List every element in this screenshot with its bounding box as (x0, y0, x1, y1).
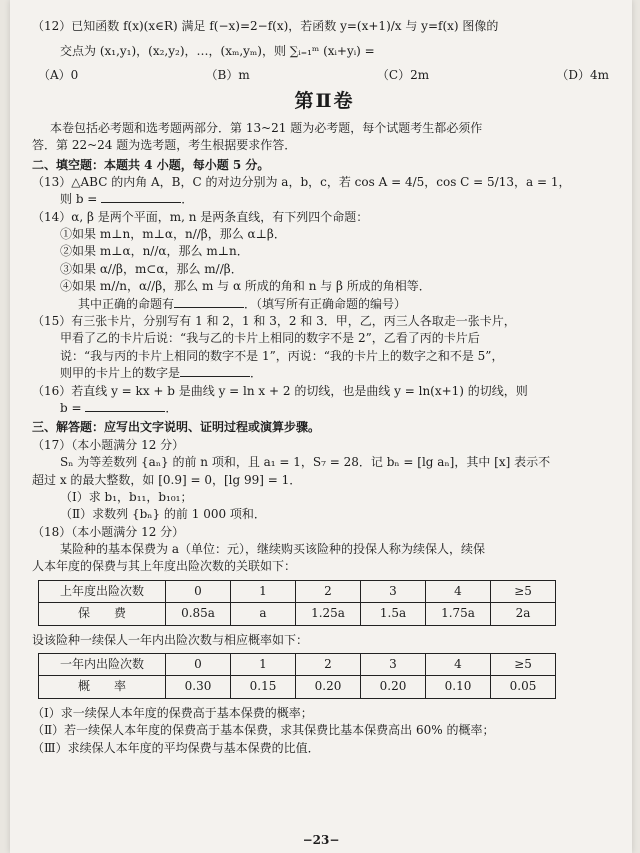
q18-line1: 某险种的基本保费为 a（单位：元），继续购买该险种的投保人称为续保人，续保 (60, 542, 485, 557)
q14-item-1: ①如果 m⊥n，m⊥α，n//β，那么 α⊥β． (60, 227, 286, 242)
q17-sub1: （Ⅰ）求 b₁，b₁₁，b₁₀₁； (60, 489, 193, 504)
probability-table-value: 0.20 (296, 676, 361, 698)
premium-table-value: 0.85a (166, 603, 231, 625)
q18-sub3: （Ⅲ）求续保人本年度的平均保费与基本保费的比值． (32, 740, 320, 755)
exam-page (10, 0, 632, 853)
q14-answer-suffix: ．（填写所有正确命题的编号） (244, 296, 407, 311)
probability-table-count: 0 (166, 654, 231, 676)
q12-option-b: （B）m (205, 67, 250, 82)
premium-table-count: 0 (166, 580, 231, 602)
part2-title: 第Ⅱ卷 (294, 90, 355, 113)
premium-table-count: ≥5 (491, 580, 556, 602)
q18-header: （18）（本小题满分 12 分） (32, 524, 185, 539)
q12-options (32, 67, 617, 84)
q13-line1: （13）△ABC 的内角 A，B，C 的对边分别为 a，b，c，若 cos A = 4/5，cos C = 5/13，a = 1， (32, 174, 571, 189)
probability-table-count: 2 (296, 654, 361, 676)
probability-table-count: 3 (361, 654, 426, 676)
premium-table-row-premiums (39, 603, 556, 625)
q18-sub1: （Ⅰ）求一续保人本年度的保费高于基本保费的概率； (32, 705, 313, 720)
premium-table-header-premiums: 保 费 (39, 603, 166, 625)
q18-line3: 设该险种一续保人一年内出险次数与相应概率如下： (32, 632, 309, 647)
premium-table-header-counts: 上年度出险次数 (39, 580, 166, 602)
probability-table-value: 0.05 (491, 676, 556, 698)
q15-line2: 甲看了乙的卡片后说：“我与乙的卡片上相同的数字不是 2”，乙看了丙的卡片后 (60, 331, 480, 346)
probability-table-count: 4 (426, 654, 491, 676)
premium-table-row-counts (39, 580, 556, 602)
q16-answer-blank (85, 411, 165, 412)
q14-item-4: ④如果 m//n，α//β，那么 m 与 α 所成的角和 n 与 β 所成的角相等． (60, 279, 431, 294)
premium-table (38, 580, 556, 626)
probability-table-value: 0.30 (166, 676, 231, 698)
q16-line2-text: b = (60, 400, 82, 415)
q17-sub2: （Ⅱ）求数列 {bₙ} 的前 1 000 项和． (60, 507, 266, 522)
q14-item-3: ③如果 α//β，m⊂α，那么 m//β． (60, 261, 243, 276)
q12-option-c: （C）2m (376, 67, 430, 82)
q13-line2-text: 则 b = (60, 192, 98, 207)
page-number: −23− (302, 833, 340, 847)
section3-heading: 三、解答题：应写出文字说明、证明过程或演算步骤。 (32, 420, 321, 435)
probability-table-header-probs: 概 率 (39, 676, 166, 698)
q13-line2: 则 b = ． (60, 192, 194, 207)
probability-table-value: 0.10 (426, 676, 491, 698)
probability-table (38, 653, 556, 699)
q15-line4: 则甲的卡片上的数字是 ． (60, 366, 263, 381)
q17-line2: 超过 x 的最大整数，如 [0.9] = 0，[lg 99] = 1． (32, 472, 302, 487)
q14-answer-line (32, 296, 617, 313)
q16-line2: b = ． (60, 400, 178, 415)
q12-option-d: （D）4m (556, 67, 609, 82)
probability-table-count: ≥5 (491, 654, 556, 676)
q13-answer-blank (101, 202, 181, 203)
probability-table-header-counts: 一年内出险次数 (39, 654, 166, 676)
probability-table-count: 1 (231, 654, 296, 676)
q15-line3: 说：“我与丙的卡片上相同的数字不是 1”，丙说：“我的卡片上的数字之和不是 5”， (60, 348, 504, 363)
section2-heading: 二、填空题：本题共 4 小题，每小题 5 分。 (32, 157, 270, 172)
q14-answer-blank (174, 307, 244, 308)
q14-item-2: ②如果 m⊥α，n//α，那么 m⊥n． (60, 244, 249, 259)
probability-table-value: 0.20 (361, 676, 426, 698)
probability-table-value: 0.15 (231, 676, 296, 698)
probability-table-row-probs (39, 676, 556, 698)
q18-line2: 人本年度的保费与其上年度出险次数的关联如下： (32, 559, 297, 574)
part2-intro-line1: 本卷包括必考题和选考题两部分．第 13~21 题为必考题，每个试题考生都必须作 (50, 120, 483, 135)
q14-line1: （14）α, β 是两个平面，m, n 是两条直线，有下列四个命题： (32, 209, 369, 224)
part2-intro-line2: 答．第 22~24 题为选考题，考生根据要求作答． (32, 138, 297, 153)
q15-line1: （15）有三张卡片，分别写有 1 和 2，1 和 3，2 和 3．甲，乙，丙三人各取走一张卡片， (32, 314, 516, 329)
premium-table-value: 1.25a (296, 603, 361, 625)
q15-answer-blank (180, 376, 250, 377)
q14-answer-prefix: 其中正确的命题有 (78, 296, 175, 311)
q17-header: （17）（本小题满分 12 分） (32, 437, 185, 452)
page-content (32, 18, 617, 757)
premium-table-count: 1 (231, 580, 296, 602)
q12-line1: （12）已知函数 f(x)(x∈R) 满足 f(−x)=2−f(x)，若函数 y=(x+1)/x 与 y=f(x) 图像的 (32, 19, 499, 33)
q16-line1: （16）若直线 y = kx + b 是曲线 y = ln x + 2 的切线，也是曲线 y = ln(x+1) 的切线，则 (32, 383, 528, 398)
premium-table-count: 4 (426, 580, 491, 602)
q17-line1: Sₙ 为等差数列 {aₙ} 的前 n 项和，且 a₁ = 1，S₇ = 28．记 bₙ = [lg aₙ]，其中 [x] 表示不 (60, 455, 551, 470)
q12-option-a: （A）0 (38, 67, 79, 82)
q12-line2: 交点为 (x₁,y₁)，(x₂,y₂)，…，(xₘ,yₘ)，则 ∑ᵢ₌₁ᵐ (xᵢ+yᵢ) = (60, 44, 375, 59)
premium-table-value: 2a (491, 603, 556, 625)
premium-table-value: 1.75a (426, 603, 491, 625)
premium-table-value: 1.5a (361, 603, 426, 625)
q15-line4-text: 则甲的卡片上的数字是 (60, 366, 181, 381)
premium-table-value: a (231, 603, 296, 625)
probability-table-row-counts (39, 654, 556, 676)
premium-table-count: 2 (296, 580, 361, 602)
q18-sub2: （Ⅱ）若一续保人本年度的保费高于基本保费，求其保费比基本保费高出 60% 的概率； (32, 723, 495, 738)
premium-table-count: 3 (361, 580, 426, 602)
